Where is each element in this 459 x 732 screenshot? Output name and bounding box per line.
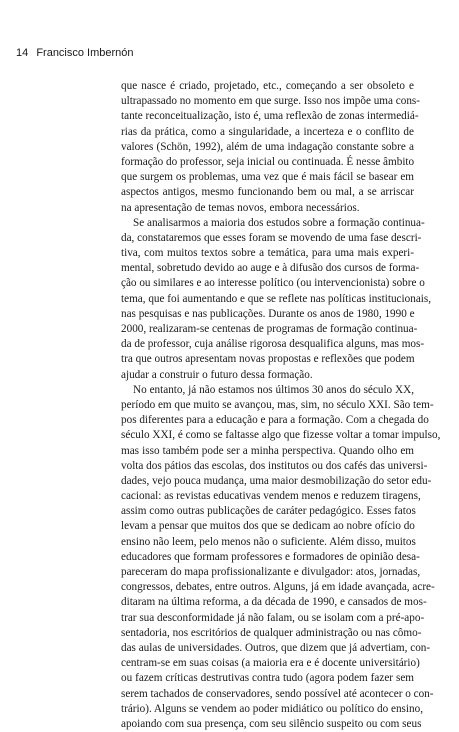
text-line: No entanto, já não estamos nos últimos 30 anos do século XX, [133,383,414,396]
text-line: nas pesquisas e nas publicações. Durante os anos de 1980, 1990 e [121,307,415,320]
running-head-author: Francisco Imbernón [36,47,134,59]
text-line: mas isso também pode ser a minha perspectiva. Quando olho em [121,444,414,457]
text-line: ditaram na última reforma, a da década de 1990, e cansados de mos- [121,596,427,609]
text-line: ou fazem críticas destrutivas contra tudo (agora podem fazer sem [121,672,414,685]
text-line: ajudar a construir o futuro dessa formação. [121,368,313,381]
text-line: ensino não leem, pelo menos não o suficiente. Além disso, muitos [121,535,416,548]
text-line: século XXI, é como se faltasse algo que fizesse voltar a tomar impulso, [121,429,441,442]
text-line: sentadoria, nos escritórios de qualquer administração ou nas cômo- [121,626,422,639]
paragraph [121,79,421,216]
text-line: Se analisarmos a maioria dos estudos sobre a formação continua- [133,216,425,229]
text-line: centram-se em suas coisas (a maioria era e é docente universitário) [121,657,420,670]
page-number: 14 [16,47,29,59]
text-line: assim como outras publicações de caráter pedagógico. Esses fatos [121,505,416,518]
text-line: ção ou similares e ao interesse político (ou intervencionista) sobre o [121,277,425,290]
text-line: 2000, realizaram-se centenas de programas de formação continua- [121,323,418,335]
body-text [121,79,441,732]
text-line: que nasce é criado, projetado, etc., começando a ser obsoleto e [121,80,414,92]
text-line: volta dos pátios das escolas, dos institutos ou dos cafés das universi- [121,459,428,472]
text-line: tante reconceitualização, isto é, uma reflexão de zonas intermediá- [121,110,419,123]
running-head [16,47,134,60]
text-line: que surgem os problemas, uma vez que é mais fácil se basear em [121,171,414,184]
text-line: tema, que foi aumentando e que se reflete nas políticas institucionais, [121,292,432,305]
text-line: da, constataremos que esses foram se movendo de uma fase descri- [121,231,422,244]
text-line: apoiando com sua presença, com seu silêncio suspeito ou com seus [121,717,422,730]
text-line: mental, sobretudo devido ao auge e à difusão dos cursos de forma- [121,262,420,275]
text-line: ultrapassado no momento em que surge. Isso nos impõe uma cons- [121,95,421,108]
text-line: pos diferentes para a educação e para a formação. Com a chegada do [121,414,429,427]
text-line: tiva, com muitos textos sobre a temática, para uma mais experi- [121,247,414,260]
paragraph [121,383,441,732]
paragraph [121,216,432,383]
text-line: período em que muito se avançou, mas, sim, no século XXI. São tem- [121,398,434,411]
text-line: serem tachados de conservadores, sendo possível até acontecer o con- [121,687,434,700]
text-line: tra que outros apresentam novas propostas e reflexões que podem [121,353,415,366]
text-line: educadores que formam professores e formadores de opinião desa- [121,550,420,563]
text-line: formação do professor, seja inicial ou continuada. É nesse âmbito [121,155,415,168]
text-line: dades, vejo pouca mudança, uma maior desmobilização do setor edu- [121,474,432,487]
text-line: aspectos antigos, mesmo funcionando bem ou mal, a se arriscar [121,186,414,199]
text-line: rias da prática, como a singularidade, a incerteza e o conflito de [121,125,414,138]
text-line: cacional: as revistas educativas vendem menos e reduzem tiragens, [121,490,421,503]
text-line: da de professor, cuja análise rigorosa desqualifica alguns, mas mos- [121,338,425,351]
text-line: congressos, debates, entre outros. Alguns, já em idade avançada, acre- [121,581,435,594]
text-line: trar sua desconformidade já não falam, ou se isolam com a pré-apo- [121,611,425,624]
text-line: trário). Alguns se vendem ao poder midiático ou político do ensino, [121,702,424,715]
text-line: levam a pensar que muitos dos que se dedicam ao nobre ofício do [121,520,415,533]
text-line: na apresentação de temas novos, embora necessários. [121,201,360,214]
text-line: valores (Schön, 1992), além de uma indagação constante sobre a [121,140,414,153]
text-line: das aulas de universidades. Outros, que dizem que já advertiam, con- [121,641,431,654]
text-line: pareceram do mapa profissionalizante e divulgador: atos, jornadas, [121,566,421,578]
